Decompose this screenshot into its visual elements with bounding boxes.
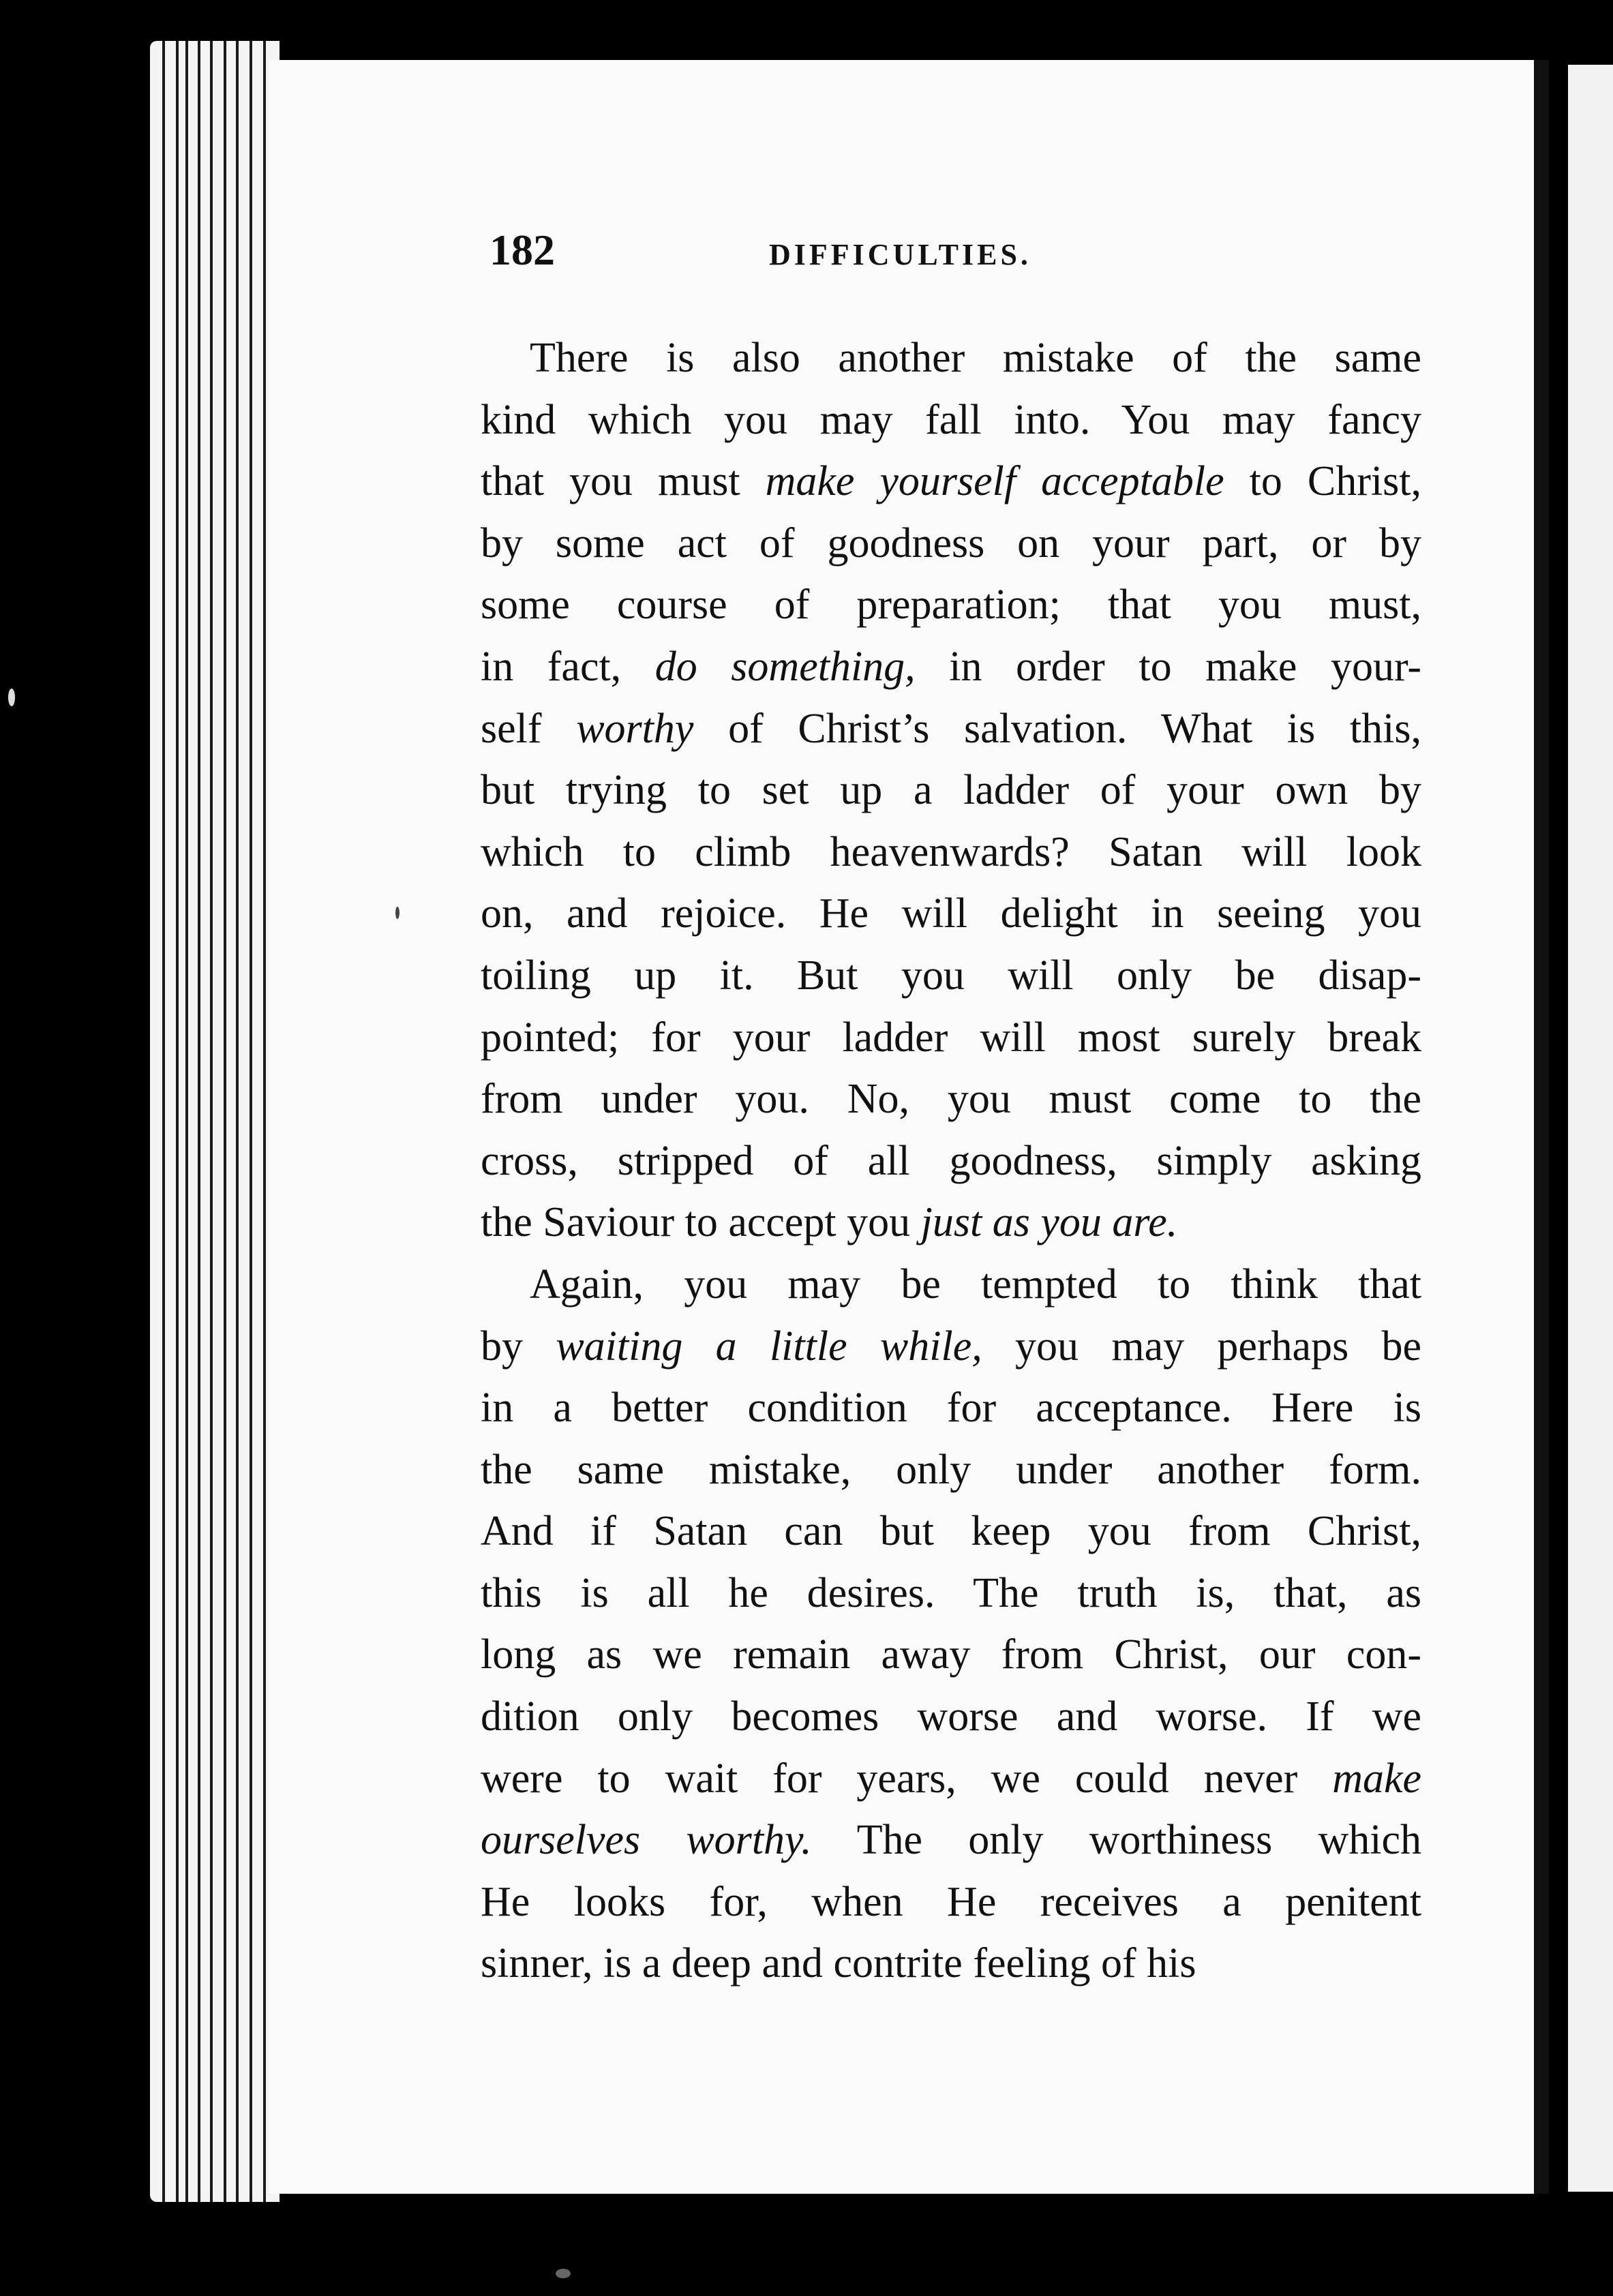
text-run: Again, you may be tempted to think that — [530, 1260, 1421, 1308]
paragraph — [481, 1254, 1421, 1995]
text-line — [481, 883, 1421, 945]
text-run: you may perhaps be — [982, 1323, 1422, 1370]
text-line — [481, 327, 1421, 389]
text-run: were to wait for years, we could never — [481, 1755, 1333, 1802]
text-run: of Christ’s salvation. What is this, — [693, 705, 1421, 752]
text-line — [481, 1377, 1421, 1439]
body-text — [481, 327, 1421, 1995]
text-run: the same mistake, only under another form. — [481, 1446, 1421, 1493]
text-line — [481, 451, 1421, 513]
text-line — [481, 1871, 1421, 1933]
text-line — [481, 1624, 1421, 1686]
text-run: this is all he desires. The truth is, that, as — [481, 1569, 1421, 1616]
text-run: by some act of goodness on your part, or by — [481, 519, 1421, 567]
text-line — [481, 1500, 1421, 1562]
text-line — [481, 945, 1421, 1007]
text-run: self — [481, 705, 577, 752]
italic-text: just as you are. — [920, 1199, 1178, 1246]
text-run: in order to make your- — [915, 643, 1422, 690]
italic-text: do something, — [654, 643, 916, 690]
text-run: toiling up it. But you will only be disap- — [481, 952, 1421, 999]
text-run: but trying to set up a ladder of your own by — [481, 767, 1421, 814]
text-run: on, and rejoice. He will delight in seeing you — [481, 890, 1421, 937]
text-run: in fact, — [481, 643, 655, 690]
text-run: by — [481, 1323, 556, 1370]
text-line — [481, 1130, 1421, 1192]
facing-page-edge — [1568, 65, 1613, 2192]
text-run: There is also another mistake of the same — [530, 335, 1421, 381]
text-line — [481, 513, 1421, 575]
text-run: pointed; for your ladder will most surely break — [481, 1014, 1421, 1061]
text-run: some course of preparation; that you must, — [481, 581, 1421, 629]
text-line — [481, 1068, 1421, 1130]
text-run: to Christ, — [1224, 458, 1421, 505]
text-line — [481, 1007, 1421, 1069]
text-run: The only worthiness which — [811, 1817, 1421, 1864]
italic-text: make — [1332, 1755, 1421, 1802]
text-line — [481, 821, 1421, 883]
text-line — [481, 1809, 1421, 1871]
page-number: 182 — [489, 226, 555, 274]
text-run: He looks for, when He receives a penitent — [481, 1878, 1421, 1925]
text-line — [481, 1439, 1421, 1501]
italic-text: worthy — [576, 705, 694, 752]
text-line — [481, 1316, 1421, 1378]
text-run: that you must — [481, 458, 766, 505]
text-run: from under you. No, you must come to the — [481, 1076, 1421, 1123]
running-head: DIFFICULTIES. — [769, 238, 1031, 271]
text-line — [481, 1562, 1421, 1625]
scan-speck — [395, 907, 400, 919]
text-line — [481, 1192, 1421, 1254]
gutter-shadow — [1534, 60, 1549, 2194]
paragraph — [481, 327, 1421, 1254]
text-run: And if Satan can but keep you from Christ, — [481, 1508, 1421, 1555]
text-line — [481, 1933, 1421, 1995]
text-run: kind which you may fall into. You may fancy — [481, 396, 1421, 443]
text-run: cross, stripped of all goodness, simply asking — [481, 1137, 1421, 1184]
text-line — [481, 698, 1421, 760]
text-run: dition only becomes worse and worse. If we — [481, 1693, 1421, 1740]
text-line — [481, 1748, 1421, 1810]
text-line — [481, 1686, 1421, 1748]
page-edges — [150, 41, 280, 2202]
text-run: sinner, is a deep and contrite feeling of his — [481, 1940, 1196, 1987]
scan-speck — [8, 689, 15, 706]
text-line — [481, 389, 1421, 451]
text-run: long as we remain away from Christ, our con- — [481, 1631, 1421, 1678]
text-run: which to climb heavenwards? Satan will look — [481, 828, 1421, 875]
text-line — [481, 1254, 1421, 1316]
text-line — [481, 574, 1421, 636]
scan-speck — [556, 2269, 571, 2278]
text-line — [481, 759, 1421, 821]
italic-text: make yourself acceptable — [765, 458, 1224, 505]
italic-text: ourselves worthy. — [481, 1817, 812, 1864]
page-header — [489, 225, 1171, 300]
text-run: the Saviour to accept you — [481, 1199, 921, 1246]
text-line — [481, 636, 1421, 698]
text-run: in a better condition for acceptance. Here is — [481, 1385, 1421, 1432]
italic-text: waiting a little while, — [556, 1323, 982, 1370]
